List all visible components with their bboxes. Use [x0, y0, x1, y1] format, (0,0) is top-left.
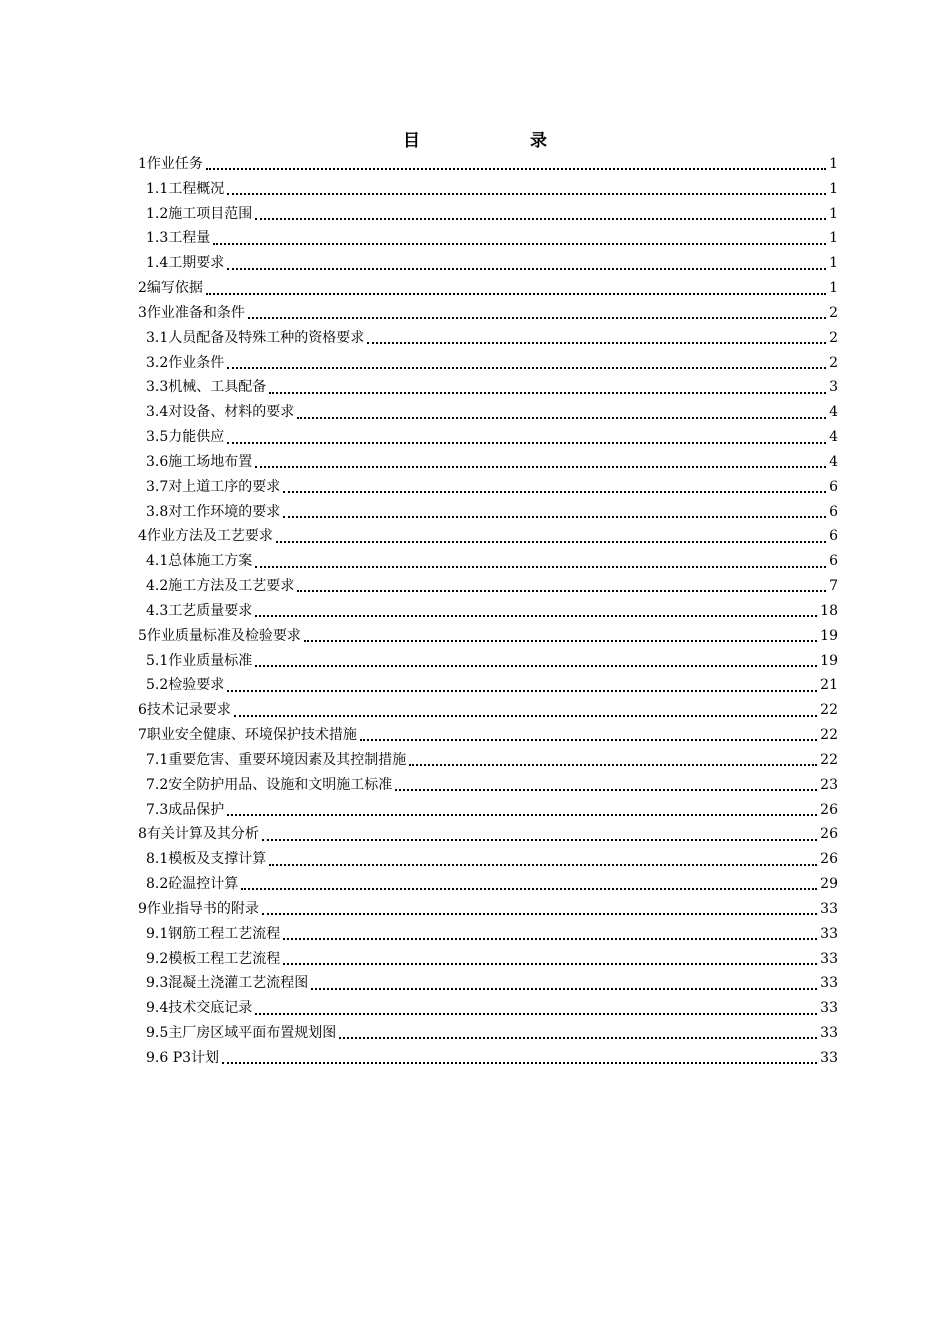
toc-entry-label: 3.3机械、工具配备	[146, 379, 267, 396]
toc-entry-label: 3.8对工作环境的要求	[146, 503, 281, 520]
toc-entry-label: 9.3混凝土浇灌工艺流程图	[146, 975, 309, 992]
toc-entry-label: 9.2模板工程工艺流程	[146, 950, 281, 967]
dot-leader	[255, 218, 826, 220]
toc-entry[interactable]	[138, 202, 838, 227]
dot-leader	[255, 1013, 817, 1015]
toc-entry-label: 9.5主厂房区域平面布置规划图	[146, 1024, 337, 1041]
toc-entry[interactable]	[138, 301, 838, 326]
toc-entry-label: 1.3工程量	[146, 230, 211, 247]
toc-entry-label: 9.4技术交底记录	[146, 1000, 253, 1017]
dot-leader	[227, 367, 826, 369]
toc-entry-page-number: 33	[820, 1049, 838, 1066]
toc-entry[interactable]	[138, 152, 838, 177]
dot-leader	[283, 963, 817, 965]
toc-entry-label: 1作业任务	[138, 156, 203, 172]
dot-leader	[304, 640, 817, 642]
toc-entry-page-number: 3	[829, 379, 838, 396]
toc-entry-page-number: 1	[829, 280, 838, 297]
toc-entry-page-number: 6	[829, 503, 838, 520]
toc-entry-label: 7.1重要危害、重要环境因素及其控制措施	[146, 751, 407, 768]
toc-entry[interactable]	[138, 524, 838, 549]
toc-entry-page-number: 1	[829, 156, 838, 172]
toc-entry-page-number: 18	[820, 602, 838, 619]
toc-entry[interactable]	[138, 400, 838, 425]
toc-entry-label: 3.2作业条件	[146, 354, 225, 371]
toc-entry[interactable]	[138, 798, 838, 823]
dot-leader	[222, 1062, 817, 1064]
toc-entry-label: 3.6施工场地布置	[146, 453, 253, 470]
toc-entry-page-number: 26	[820, 801, 838, 818]
dot-leader	[339, 1037, 817, 1039]
toc-entry-label: 3作业准备和条件	[138, 304, 245, 321]
toc-entry[interactable]	[138, 624, 838, 649]
dot-leader	[360, 739, 817, 741]
dot-leader	[255, 466, 826, 468]
dot-leader	[248, 317, 826, 319]
dot-leader	[213, 243, 826, 245]
toc-entry[interactable]	[138, 276, 838, 301]
toc-entry-label: 8.2砼温控计算	[146, 876, 239, 893]
toc-entry-page-number: 1	[829, 205, 838, 222]
toc-entry-page-number: 6	[829, 478, 838, 495]
toc-entry[interactable]	[138, 897, 838, 922]
toc-entry-label: 7.3成品保护	[146, 801, 225, 818]
toc-entry[interactable]	[138, 1021, 838, 1046]
toc-entry-label: 1.2施工项目范围	[146, 205, 253, 222]
toc-entry[interactable]	[138, 450, 838, 475]
toc-entry-page-number: 1	[829, 180, 838, 197]
dot-leader	[311, 988, 817, 990]
toc-entry-label: 1.1工程概况	[146, 180, 225, 197]
toc-entry[interactable]	[138, 375, 838, 400]
toc-entry-label: 9.1钢筋工程工艺流程	[146, 925, 281, 942]
toc-entry[interactable]	[138, 649, 838, 674]
toc-entry-page-number: 4	[829, 429, 838, 446]
toc-entry-page-number: 22	[820, 727, 838, 744]
toc-entry-label: 4.3工艺质量要求	[146, 602, 253, 619]
toc-entry[interactable]	[138, 425, 838, 450]
dot-leader	[395, 789, 817, 791]
dot-leader	[262, 913, 817, 915]
toc-entry-page-number: 33	[820, 975, 838, 992]
toc-entry[interactable]	[138, 251, 838, 276]
toc-entry[interactable]	[138, 872, 838, 897]
dot-leader	[227, 193, 826, 195]
toc-entry-page-number: 22	[820, 751, 838, 768]
toc-entry-label: 6技术记录要求	[138, 702, 231, 719]
toc-entry-label: 9作业指导书的附录	[138, 900, 259, 917]
toc-entry[interactable]	[138, 773, 838, 798]
dot-leader	[206, 293, 826, 295]
toc-entry-page-number: 6	[829, 528, 838, 545]
dot-leader	[206, 168, 826, 170]
toc-entry-page-number: 29	[820, 876, 838, 893]
toc-entry[interactable]	[138, 947, 838, 972]
toc-entry-page-number: 1	[829, 255, 838, 272]
dot-leader	[227, 268, 826, 270]
toc-entry[interactable]	[138, 574, 838, 599]
toc-entry[interactable]	[138, 748, 838, 773]
dot-leader	[255, 665, 817, 667]
toc-entry-label: 1.4工期要求	[146, 255, 225, 272]
toc-entry[interactable]	[138, 971, 838, 996]
toc-entry-page-number: 33	[820, 900, 838, 917]
toc-entry[interactable]	[138, 226, 838, 251]
toc-entry-label: 5.1作业质量标准	[146, 652, 253, 669]
toc-entry-page-number: 26	[820, 826, 838, 843]
toc-entry-page-number: 2	[829, 329, 838, 346]
toc-entry[interactable]	[138, 673, 838, 698]
dot-leader	[297, 590, 826, 592]
toc-entry[interactable]	[138, 1046, 838, 1071]
dot-leader	[269, 392, 826, 394]
toc-title: 目 录	[403, 131, 599, 151]
dot-leader	[241, 888, 817, 890]
dot-leader	[255, 615, 817, 617]
toc-entry-label: 5.2检验要求	[146, 677, 225, 694]
dot-leader	[262, 839, 817, 841]
toc-entry-label: 2编写依据	[138, 280, 203, 297]
toc-entry[interactable]	[138, 500, 838, 525]
toc-entry-page-number: 6	[829, 553, 838, 570]
dot-leader	[227, 814, 817, 816]
toc-entry[interactable]	[138, 351, 838, 376]
toc-entry-page-number: 4	[829, 404, 838, 421]
toc-entry[interactable]	[138, 723, 838, 748]
toc-entry-page-number: 7	[829, 578, 838, 595]
toc-entry-label: 7.2安全防护用品、设施和文明施工标准	[146, 776, 393, 793]
toc-entry-page-number: 4	[829, 453, 838, 470]
toc-entry-label: 3.1人员配备及特殊工种的资格要求	[146, 329, 365, 346]
dot-leader	[409, 764, 817, 766]
toc-entry[interactable]	[138, 822, 838, 847]
toc-entry-label: 8有关计算及其分析	[138, 826, 259, 843]
toc-entry-label: 9.6 P3计划	[146, 1049, 220, 1066]
toc-entry-page-number: 1	[829, 230, 838, 247]
dot-leader	[276, 541, 826, 543]
toc-entry-page-number: 2	[829, 354, 838, 371]
toc-entry[interactable]	[138, 847, 838, 872]
toc-entry[interactable]	[138, 549, 838, 574]
dot-leader	[234, 715, 817, 717]
toc-entry[interactable]	[138, 922, 838, 947]
toc-entry[interactable]	[138, 599, 838, 624]
toc-entry-label: 3.4对设备、材料的要求	[146, 404, 295, 421]
table-of-contents	[138, 152, 838, 1071]
toc-entry-label: 4.1总体施工方案	[146, 553, 253, 570]
toc-entry-page-number: 22	[820, 702, 838, 719]
toc-entry-page-number: 21	[820, 677, 838, 694]
dot-leader	[283, 938, 817, 940]
dot-leader	[227, 690, 817, 692]
toc-entry[interactable]	[138, 326, 838, 351]
dot-leader	[297, 417, 826, 419]
dot-leader	[367, 342, 826, 344]
toc-entry-page-number: 33	[820, 925, 838, 942]
toc-entry-label: 3.5力能供应	[146, 429, 225, 446]
toc-entry-page-number: 33	[820, 950, 838, 967]
toc-entry-page-number: 33	[820, 1000, 838, 1017]
toc-entry-page-number: 33	[820, 1024, 838, 1041]
dot-leader	[283, 491, 826, 493]
toc-entry-label: 5作业质量标准及检验要求	[138, 627, 301, 644]
toc-entry[interactable]	[138, 698, 838, 723]
toc-entry-label: 8.1模板及支撑计算	[146, 851, 267, 868]
dot-leader	[227, 442, 826, 444]
toc-entry[interactable]	[138, 996, 838, 1021]
toc-entry[interactable]	[138, 475, 838, 500]
dot-leader	[255, 566, 826, 568]
toc-entry[interactable]	[138, 177, 838, 202]
toc-entry-label: 4.2施工方法及工艺要求	[146, 578, 295, 595]
toc-entry-page-number: 26	[820, 851, 838, 868]
toc-entry-page-number: 2	[829, 304, 838, 321]
toc-entry-page-number: 23	[820, 776, 838, 793]
dot-leader	[283, 516, 826, 518]
toc-entry-label: 3.7对上道工序的要求	[146, 478, 281, 495]
toc-entry-page-number: 19	[820, 652, 838, 669]
toc-entry-label: 4作业方法及工艺要求	[138, 528, 273, 545]
toc-entry-page-number: 19	[820, 627, 838, 644]
dot-leader	[269, 864, 817, 866]
toc-entry-label: 7职业安全健康、环境保护技术措施	[138, 727, 357, 744]
